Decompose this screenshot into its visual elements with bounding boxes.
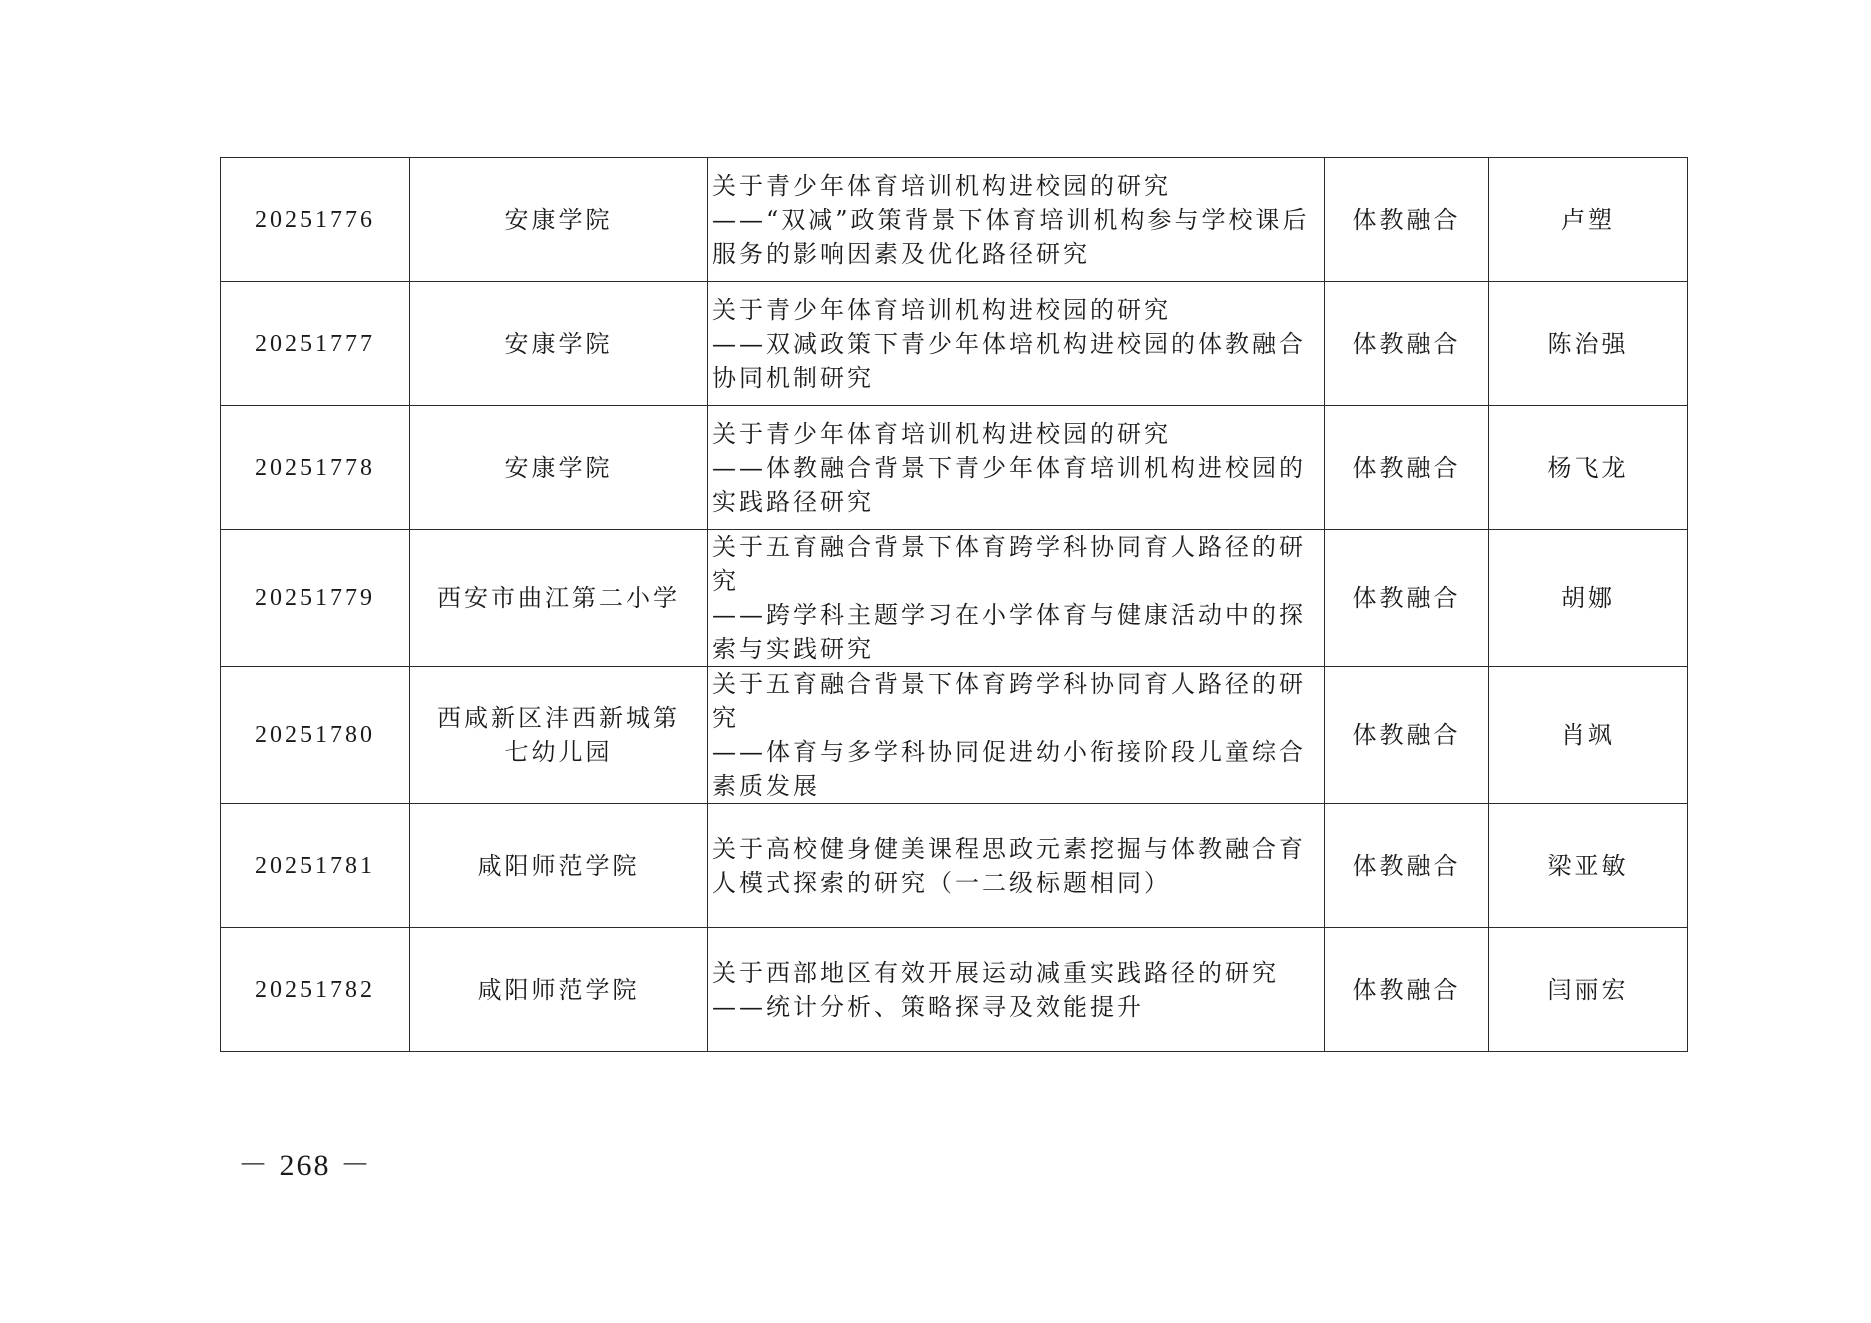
cell-person	[1489, 282, 1688, 406]
cell-category	[1325, 804, 1489, 928]
cell-topic	[708, 804, 1325, 928]
cell-person-text: 杨飞龙	[1547, 453, 1629, 482]
cell-person-text: 闫丽宏	[1547, 975, 1629, 1004]
cell-topic	[708, 282, 1325, 406]
cell-category-text: 体教融合	[1352, 205, 1461, 234]
cell-project-id-text: 20251778	[255, 454, 375, 481]
cell-category-text: 体教融合	[1352, 584, 1461, 612]
cell-institution	[410, 406, 708, 530]
cell-institution	[410, 667, 708, 804]
cell-topic	[708, 158, 1325, 282]
cell-category-text: 体教融合	[1352, 721, 1461, 749]
table-row	[221, 804, 1688, 928]
cell-topic	[708, 667, 1325, 804]
cell-project-id	[221, 406, 410, 530]
cell-institution-text: 咸阳师范学院	[477, 975, 640, 1004]
cell-topic-text: 关于五育融合背景下体育跨学科协同育人路径的研究 ——跨学科主题学习在小学体育与健康活动中的探索与实践研究	[712, 533, 1306, 663]
table-container	[220, 157, 1687, 1052]
cell-category	[1325, 667, 1489, 804]
cell-topic-text: 关于五育融合背景下体育跨学科协同育人路径的研究 ——体育与多学科协同促进幼小衔接阶段儿童综合素质发展	[712, 670, 1306, 800]
cell-institution-text: 咸阳师范学院	[477, 851, 640, 880]
cell-institution-text: 西咸新区沣西新城第七幼儿园	[437, 704, 680, 766]
cell-topic	[708, 530, 1325, 667]
table-row	[221, 158, 1688, 282]
table-row	[221, 406, 1688, 530]
cell-institution	[410, 928, 708, 1052]
cell-person	[1489, 406, 1688, 530]
cell-project-id	[221, 282, 410, 406]
page-number: － 268 －	[238, 1149, 372, 1182]
cell-category-text: 体教融合	[1352, 453, 1461, 482]
cell-category-text: 体教融合	[1352, 851, 1461, 880]
cell-person-text: 梁亚敏	[1547, 851, 1629, 880]
table-row	[221, 667, 1688, 804]
cell-category	[1325, 530, 1489, 667]
cell-topic-text: 关于西部地区有效开展运动减重实践路径的研究 ——统计分析、策略探寻及效能提升	[712, 958, 1279, 1021]
cell-project-id	[221, 928, 410, 1052]
project-table	[220, 157, 1688, 1052]
cell-person	[1489, 928, 1688, 1052]
cell-person	[1489, 667, 1688, 804]
cell-person-text: 胡娜	[1561, 584, 1615, 612]
cell-project-id	[221, 530, 410, 667]
cell-person	[1489, 804, 1688, 928]
cell-institution	[410, 530, 708, 667]
cell-topic-text: 关于青少年体育培训机构进校园的研究 ——双减政策下青少年体培机构进校园的体教融合协同机制研究	[712, 295, 1306, 392]
cell-topic-text: 关于青少年体育培训机构进校园的研究 ——体教融合背景下青少年体育培训机构进校园的实践路径研究	[712, 419, 1306, 516]
table-row	[221, 530, 1688, 667]
cell-person-text: 陈治强	[1547, 329, 1629, 358]
cell-person-text: 卢塑	[1561, 205, 1615, 234]
cell-project-id-text: 20251780	[255, 722, 375, 748]
cell-institution-text: 安康学院	[504, 205, 613, 234]
cell-project-id	[221, 667, 410, 804]
cell-institution-text: 安康学院	[504, 453, 613, 482]
cell-category-text: 体教融合	[1352, 975, 1461, 1004]
table-body	[221, 158, 1688, 1052]
cell-person-text: 肖飒	[1561, 721, 1615, 749]
cell-category	[1325, 406, 1489, 530]
cell-project-id	[221, 158, 410, 282]
cell-project-id-text: 20251781	[255, 852, 375, 879]
cell-topic	[708, 928, 1325, 1052]
cell-category	[1325, 158, 1489, 282]
cell-category-text: 体教融合	[1352, 329, 1461, 358]
table-row	[221, 282, 1688, 406]
cell-person	[1489, 530, 1688, 667]
cell-institution	[410, 158, 708, 282]
cell-institution-text: 安康学院	[504, 329, 613, 358]
cell-topic	[708, 406, 1325, 530]
cell-project-id-text: 20251776	[255, 206, 375, 233]
cell-project-id	[221, 804, 410, 928]
cell-category	[1325, 282, 1489, 406]
cell-project-id-text: 20251777	[255, 330, 375, 357]
cell-institution-text: 西安市曲江第二小学	[437, 584, 680, 612]
cell-topic-text: 关于青少年体育培训机构进校园的研究 ——“双减”政策背景下体育培训机构参与学校课后服务的影响因素及优化路径研究	[712, 171, 1310, 268]
cell-category	[1325, 928, 1489, 1052]
cell-project-id-text: 20251782	[255, 976, 375, 1003]
cell-person	[1489, 158, 1688, 282]
cell-institution	[410, 804, 708, 928]
table-row	[221, 928, 1688, 1052]
cell-project-id-text: 20251779	[255, 585, 375, 611]
cell-topic-text: 关于高校健身健美课程思政元素挖掘与体教融合育人模式探索的研究（一二级标题相同）	[712, 834, 1306, 897]
cell-institution	[410, 282, 708, 406]
